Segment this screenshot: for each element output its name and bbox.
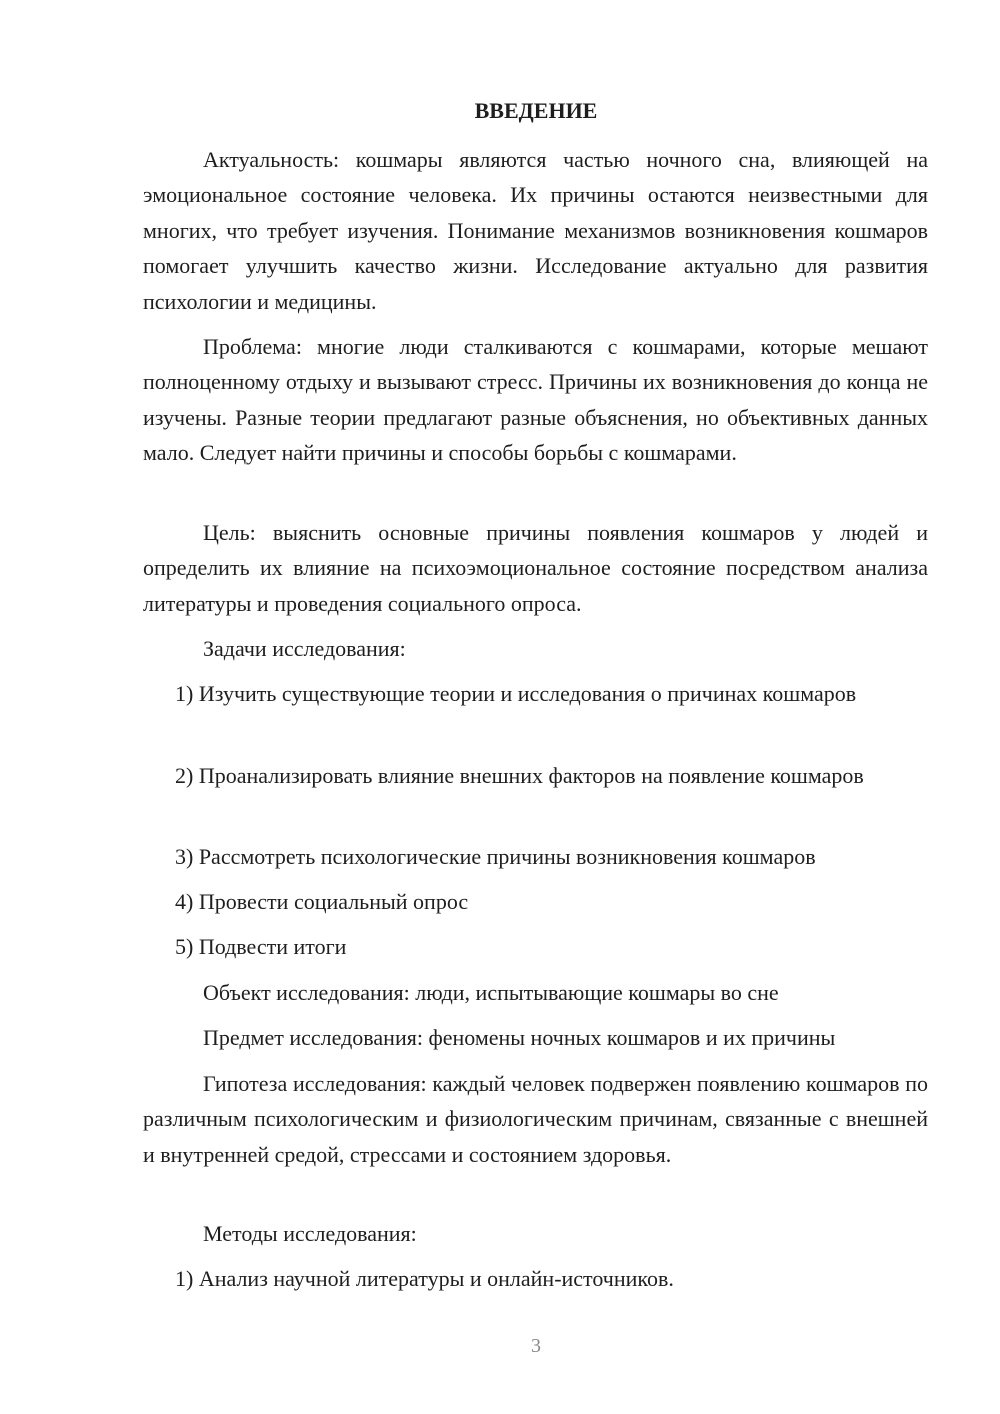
methods-heading: Методы исследования: xyxy=(203,1221,417,1246)
method-item-1: 1) Анализ научной литературы и онлайн-источников. xyxy=(175,1266,674,1291)
research-subject: Предмет исследования: феномены ночных кошмаров и их причины xyxy=(203,1025,836,1050)
research-object: Объект исследования: люди, испытывающие кошмары во сне xyxy=(203,980,779,1005)
hypothesis-paragraph: Гипотеза исследования: каждый человек подвержен появлению кошмаров по различным психологическим и физиологическим причинам, связанные с внешней и внутренней средой, стрессами и состоянием здоровья. xyxy=(143,1071,928,1167)
task-item-4: 4) Провести социальный опрос xyxy=(175,889,469,914)
goal-paragraph: Цель: выяснить основные причины появления кошмаров у людей и определить их влияние на психоэмоциональное состояние посредством анализа литературы и проведения социального опроса. xyxy=(143,520,928,616)
task-item-5: 5) Подвести итоги xyxy=(175,934,347,959)
problem-paragraph: Проблема: многие люди сталкиваются с кошмарами, которые мешают полноценному отдыху и вызывают стресс. Причины их возникновения до конца не изучены. Разные теории предлагают разные объяснения, но объективных данных мало. Следует найти причины и способы борьбы с кошмарами. xyxy=(143,334,928,466)
tasks-heading: Задачи исследования: xyxy=(203,636,406,661)
page-title: ВВЕДЕНИЕ xyxy=(474,98,598,123)
task-item-2: 2) Проанализировать влияние внешних факторов на появление кошмаров xyxy=(175,763,864,788)
task-item-3: 3) Рассмотреть психологические причины возникновения кошмаров xyxy=(175,844,816,869)
relevance-paragraph: Актуальность: кошмары являются частью ночного сна, влияющей на эмоциональное состояние человека. Их причины остаются неизвестными для многих, что требует изучения. Понимание механизмов возникновения кошмаров помогает улучшить качество жизни. Исследование актуально для развития психологии и медицины. xyxy=(143,147,928,314)
task-item-1: 1) Изучить существующие теории и исследования о причинах кошмаров xyxy=(175,681,857,706)
page-number: 3 xyxy=(531,1335,541,1357)
